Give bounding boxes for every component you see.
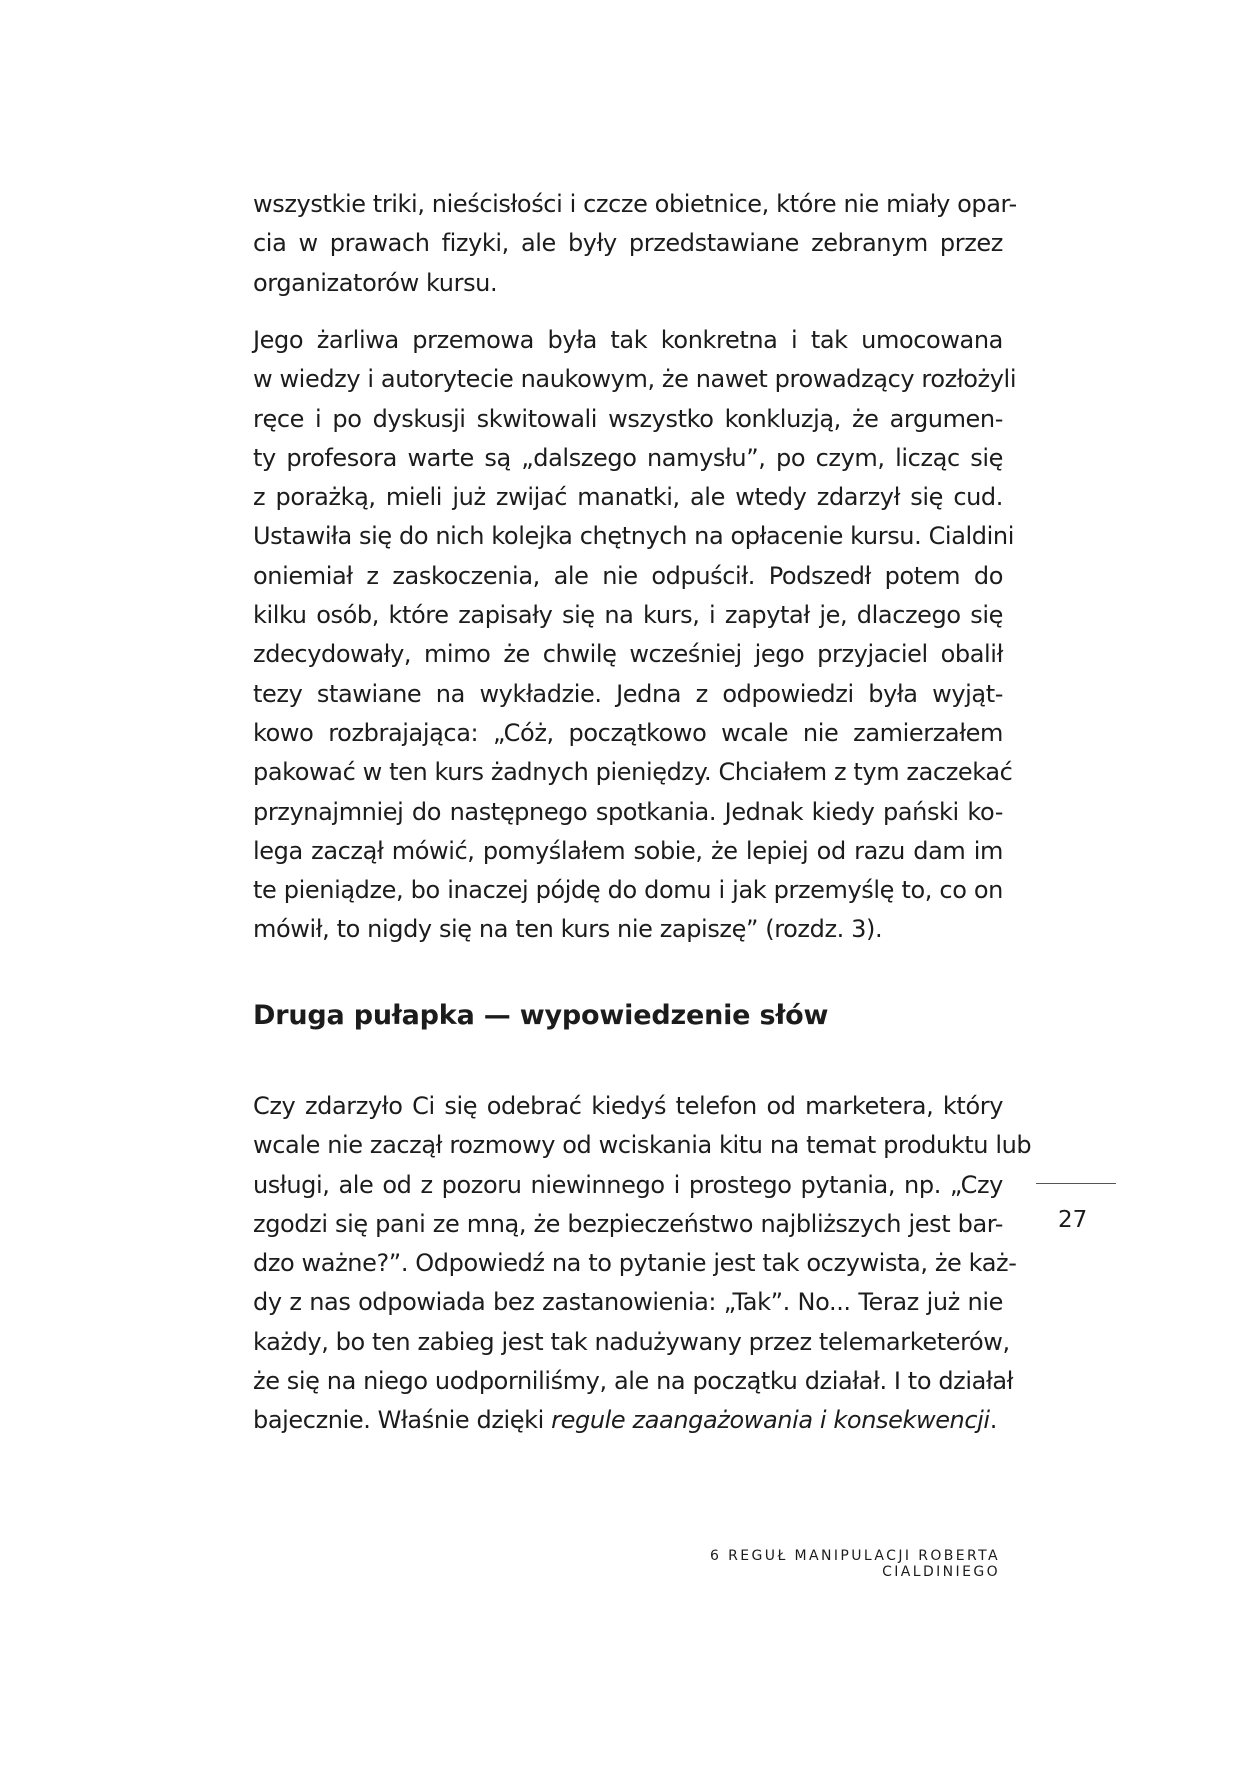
text-line: tezy stawiane na wykładzie. Jedna z odpowiedzi była wyjąt- — [253, 679, 1003, 708]
text-line: zgodzi się pani ze mną, że bezpieczeństwo najbliższych jest bar- — [253, 1209, 1003, 1238]
text-line: Ustawiła się do nich kolejka chętnych na opłacenie kursu. Cialdini — [253, 522, 1014, 551]
text-line: dy z nas odpowiada bez zastanowienia: „Tak”. No... Teraz już nie — [253, 1288, 1003, 1317]
paragraph-2 — [253, 321, 1017, 950]
paragraph-3 — [253, 1087, 1032, 1441]
text-line: każdy, bo ten zabieg jest tak nadużywany przez telemarketerów, — [253, 1327, 1010, 1356]
text-line: cia w prawach fizyki, ale były przedstawiane zebranym przez — [253, 229, 1003, 258]
text-line: usługi, ale od z pozoru niewinnego i prostego pytania, np. „Czy — [253, 1170, 1003, 1199]
italic-term: regule zaangażowania i konsekwencji — [551, 1406, 990, 1435]
text-line: przynajmniej do następnego spotkania. Jednak kiedy pański ko- — [253, 797, 1003, 826]
text-line: te pieniądze, bo inaczej pójdę do domu i jak przemyślę to, co on — [253, 876, 1003, 905]
margin-rule — [1036, 1183, 1116, 1184]
text-fragment: . — [989, 1406, 997, 1435]
text-fragment: bajecznie. Właśnie dzięki — [253, 1406, 552, 1435]
page-number: 27 — [1058, 1207, 1088, 1233]
text-line: organizatorów kursu. — [253, 268, 498, 297]
text-line: wszystkie triki, nieścisłości i czcze obietnice, które nie miały opar- — [253, 190, 1017, 218]
paragraph-1 — [253, 185, 1017, 303]
text-line: mówił, to nigdy się na ten kurs nie zapiszę” (rozdz. 3). — [253, 915, 883, 944]
section-heading: Druga pułapka — wypowiedzenie słów — [253, 1000, 829, 1031]
text-line: ręce i po dyskusji skwitowali wszystko konkluzją, że argumen- — [253, 404, 1003, 433]
text-line: z porażką, mieli już zwijać manatki, ale wtedy zdarzył się cud. — [253, 483, 1003, 512]
text-line: dzo ważne?”. Odpowiedź na to pytanie jest tak oczywista, że każ- — [253, 1249, 1017, 1278]
text-line: Czy zdarzyło Ci się odebrać kiedyś telefon od marketera, który — [253, 1092, 1003, 1120]
text-line: oniemiał z zaskoczenia, ale nie odpuścił. Podszedł potem do — [253, 561, 1003, 590]
text-line: lega zaczął mówić, pomyślałem sobie, że lepiej od razu dam im — [253, 836, 1003, 865]
text-line: ty profesora warte są „dalszego namysłu”, po czym, licząc się — [253, 443, 1003, 472]
text-line: że się na niego uodporniliśmy, ale na początku działał. I to działał — [253, 1367, 1014, 1396]
text-line: Jego żarliwa przemowa była tak konkretna i tak umocowana — [253, 326, 1003, 354]
text-line: wcale nie zaczął rozmowy od wciskania kitu na temat produktu lub — [253, 1131, 1032, 1160]
text-line: pakować w ten kurs żadnych pieniędzy. Chciałem z tym zaczekać — [253, 758, 1013, 787]
text-line: w wiedzy i autorytecie naukowym, że nawet prowadzący rozłożyli — [253, 365, 1017, 394]
text-line-last — [253, 1401, 1003, 1440]
text-line: kowo rozbrajająca: „Cóż, początkowo wcale nie zamierzałem — [253, 718, 1003, 747]
running-footer: 6 REGUŁ MANIPULACJI ROBERTA CIALDINIEGO — [710, 1548, 1000, 1580]
text-line: zdecydowały, mimo że chwilę wcześniej jego przyjaciel obalił — [253, 640, 1003, 669]
text-line: kilku osób, które zapisały się na kurs, i zapytał je, dlaczego się — [253, 601, 1003, 630]
